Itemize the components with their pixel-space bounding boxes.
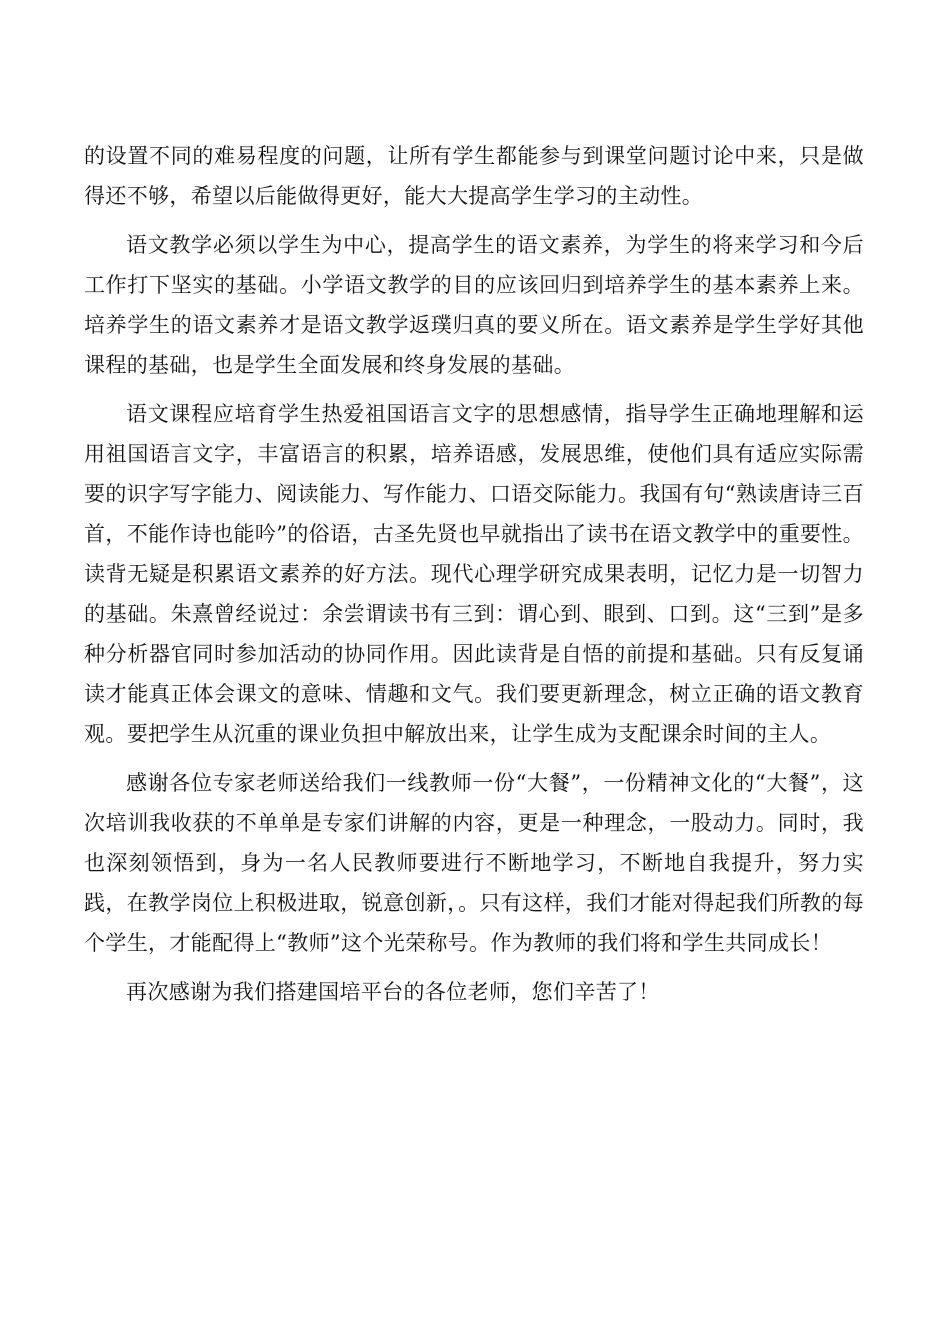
paragraph-4: 感谢各位专家老师送给我们一线教师一份“大餐”，一份精神文化的“大餐”，这次培训我收获的不单单是专家们讲解的内容，更是一种理念，一股动力。同时，我也深刻领悟到，身为一名人民教师要进行不断地学习，不断地自我提升，努力实践，在教学岗位上积极进取，锐意创新，。只有这样，我们才能对得起我们所教的每个学生，才能配得上“教师”这个光荣称号。作为教师的我们将和学生共同成长！ [84,771,864,955]
paragraph-1: 的设置不同的难易程度的问题，让所有学生都能参与到课堂问题讨论中来，只是做得还不够，希望以后能做得更好，能大大提高学生学习的主动性。 [84,144,864,208]
paragraph-5: 再次感谢为我们搭建国培平台的各位老师，您们辛苦了！ [126,980,660,1004]
paragraph-2: 语文教学必须以学生为中心，提高学生的语文素养，为学生的将来学习和今后工作打下坚实的基础。小学语文教学的目的应该回归到培养学生的基本素养上来。培养学生的语文素养才是语文教学返璞归真的要义所在。语文素养是学生学好其他课程的基础，也是学生全面发展和终身发展的基础。 [84,233,864,377]
document-body [84,136,864,1012]
paragraph-3: 语文课程应培育学生热爱祖国语言文字的思想感情，指导学生正确地理解和运用祖国语言文字，丰富语言的积累，培养语感，发展思维，使他们具有适应实际需要的识字写字能力、阅读能力、写作能力、口语交际能力。我国有句“熟读唐诗三百首，不能作诗也能吟”的俗语，古圣先贤也早就指出了读书在语文教学中的重要性。读背无疑是积累语文素养的好方法。现代心理学研究成果表明，记忆力是一切智力的基础。朱熹曾经说过：余尝谓读书有三到：谓心到、眼到、口到。这“三到”是多种分析器官同时参加活动的协同作用。因此读背是自悟的前提和基础。只有反复诵读才能真正体会课文的意味、情趣和文气。我们要更新理念，树立正确的语文教育观。要把学生从沉重的课业负担中解放出来，让学生成为支配课余时间的主人。 [84,402,864,746]
